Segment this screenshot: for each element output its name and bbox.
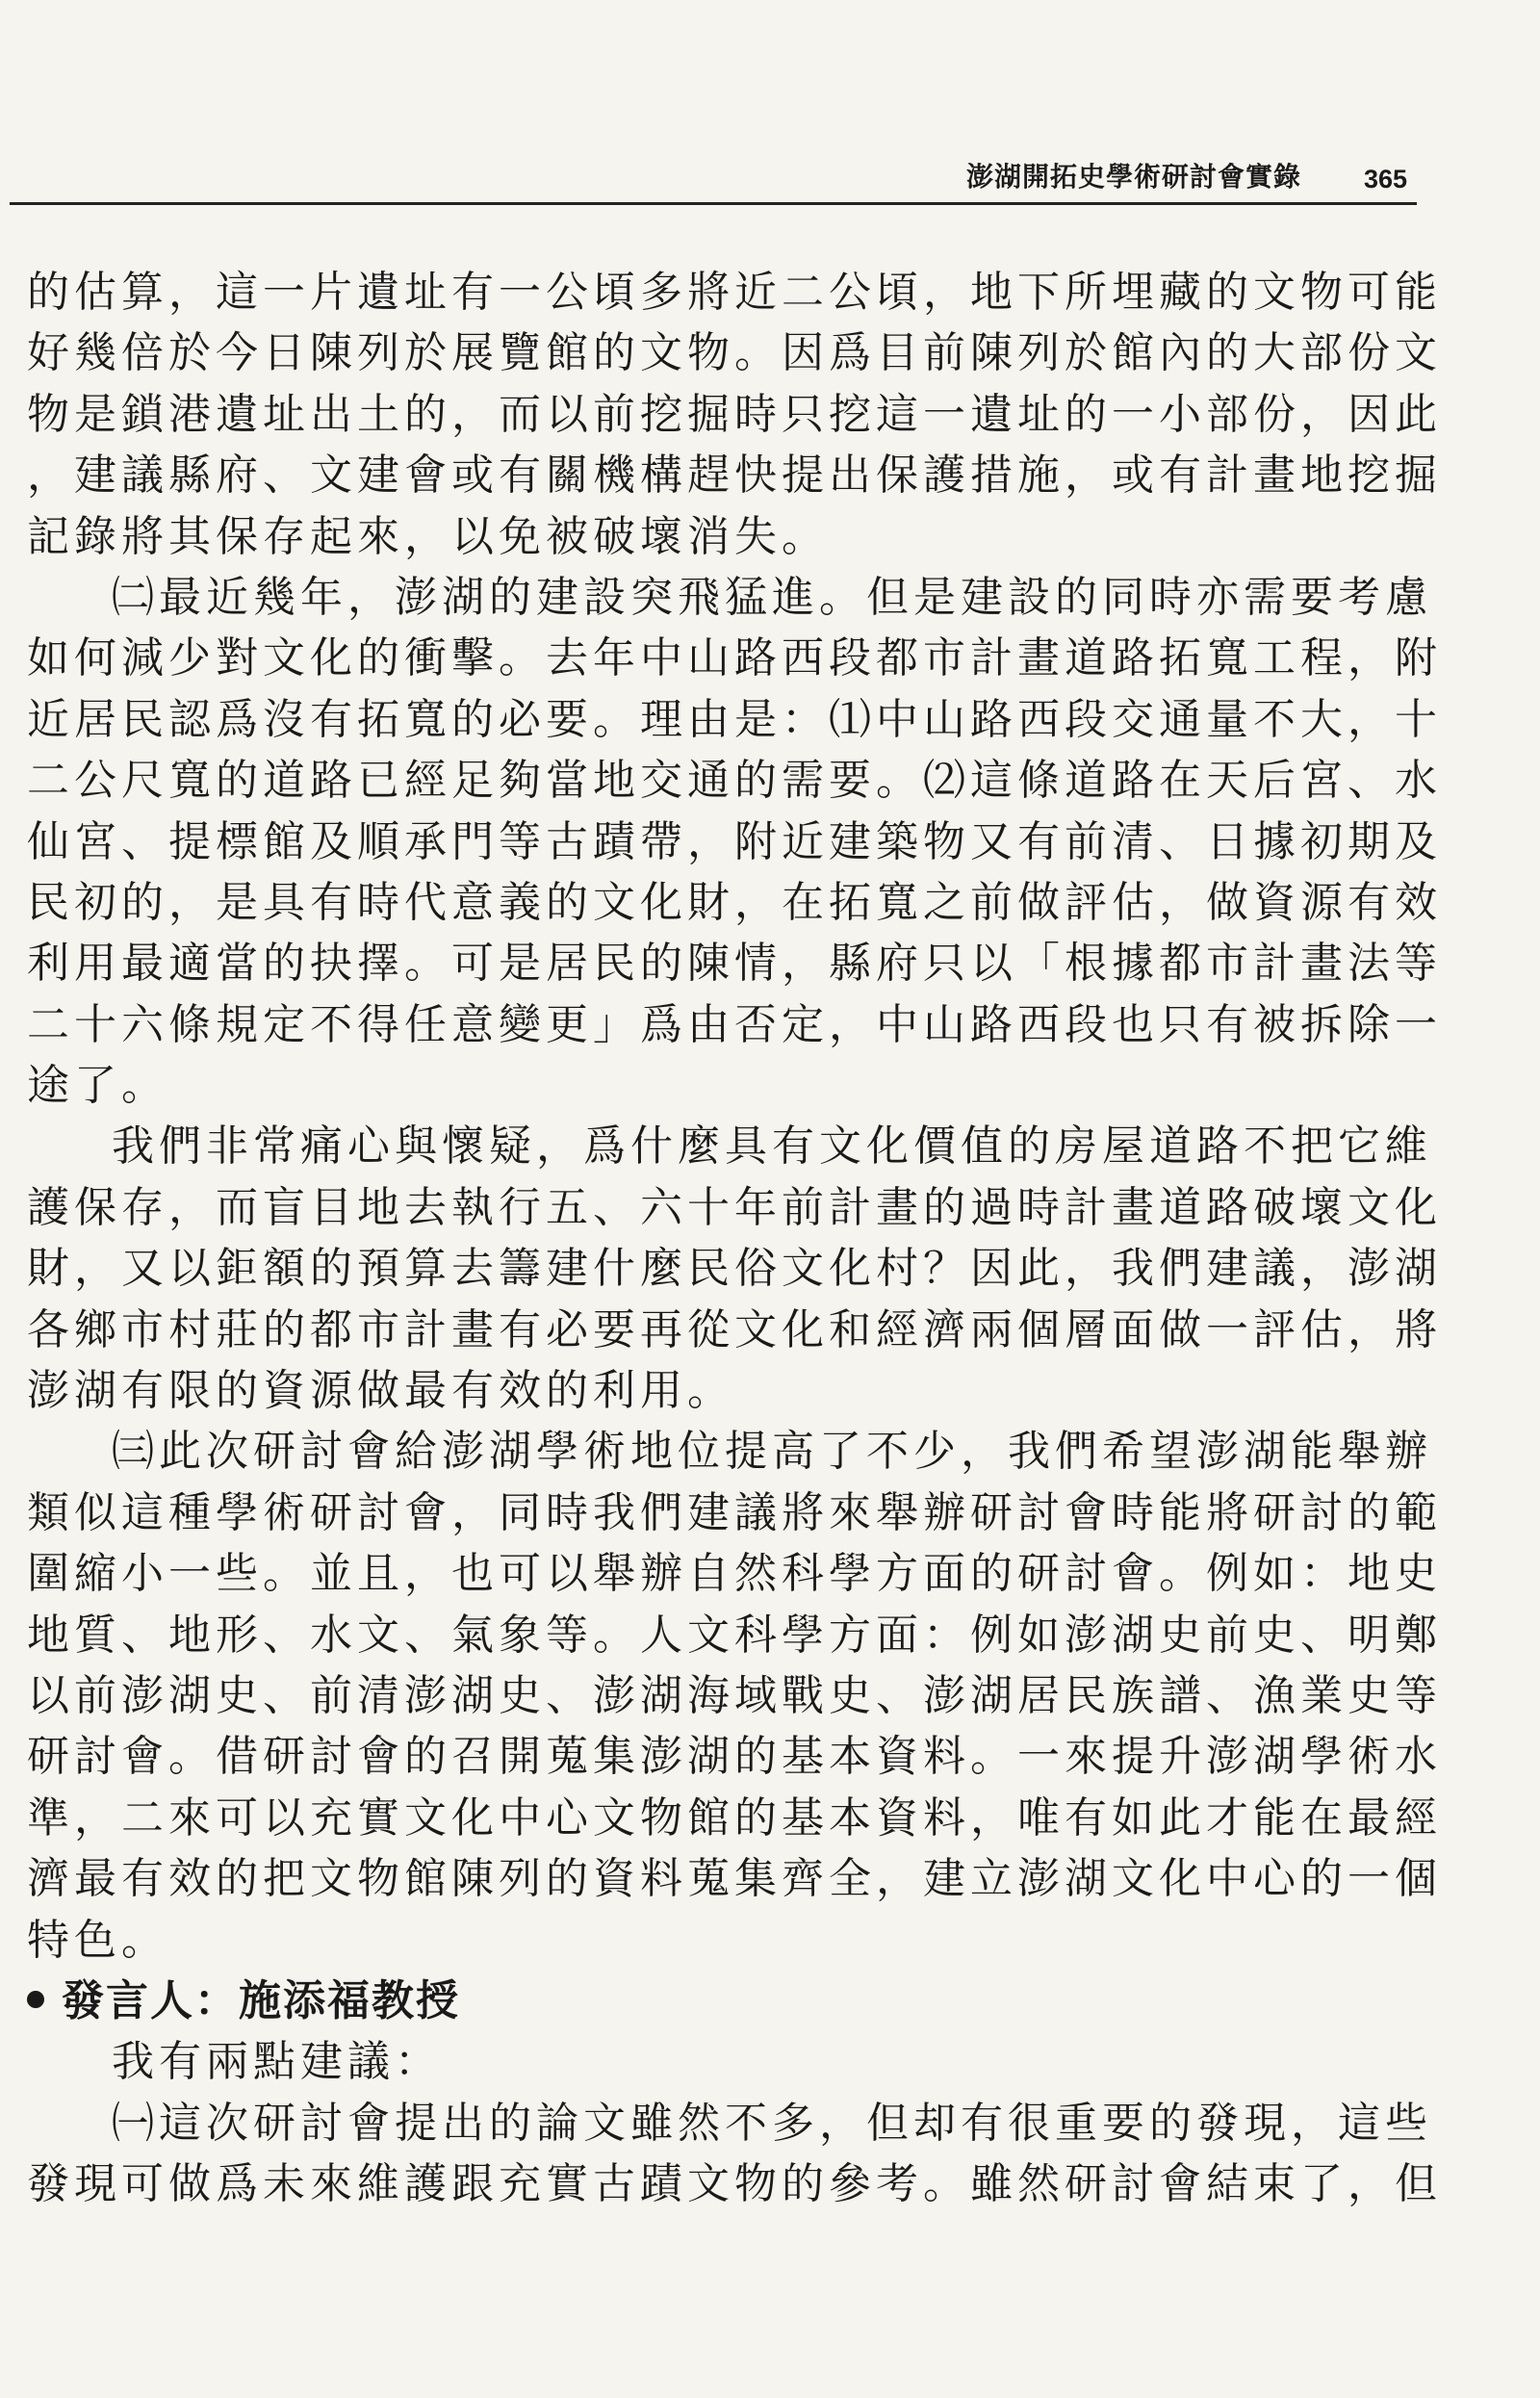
header-title: 澎湖開拓史學術研討會實錄: [965, 161, 1301, 193]
text-line: 各鄉市村莊的都市計畫有必要再從文化和經濟兩個層面做一評估，將: [27, 1304, 1442, 1354]
text-line: 護保存，而盲目地去執行五、六十年前計畫的過時計畫道路破壞文化: [27, 1182, 1442, 1232]
paragraph-start-line: ㈠這次研討會提出的論文雖然不多，但却有很重要的發現，這些: [112, 2098, 1432, 2148]
text-line: 澎湖有限的資源做最有效的利用。: [27, 1366, 734, 1416]
running-header: [10, 154, 1417, 205]
text-line: 財，又以鉅額的預算去籌建什麼民俗文化村？因此，我們建議，澎湖: [27, 1244, 1442, 1294]
text-line: 好幾倍於今日陳列於展覽館的文物。因爲目前陳列於館內的大部份文: [27, 328, 1442, 378]
page-number: 365: [1363, 165, 1407, 193]
paragraph-start-line: ㈡最近幾年，澎湖的建設突飛猛進。但是建設的同時亦需要考慮: [112, 572, 1432, 622]
text-line: ，建議縣府、文建會或有關機構趕快提出保護措施，或有計畫地挖掘: [27, 451, 1442, 501]
text-line: 地質、地形、水文、氣象等。人文科學方面：例如澎湖史前史、明鄭: [27, 1610, 1442, 1660]
text-line: 濟最有效的把文物館陳列的資料蒐集齊全，建立澎湖文化中心的一個: [27, 1854, 1442, 1904]
text-line: 物是鎖港遺址出土的，而以前挖掘時只挖這一遺址的一小部份，因此: [27, 389, 1442, 439]
text-line: 仙宮、提標館及順承門等古蹟帶，附近建築物又有前清、日據初期及: [27, 816, 1442, 866]
text-line: 如何減少對文化的衝擊。去年中山路西段都市計畫道路拓寬工程，附: [27, 633, 1442, 683]
text-line: 以前澎湖史、前清澎湖史、澎湖海域戰史、澎湖居民族譜、漁業史等: [27, 1670, 1442, 1720]
bullet-icon: [27, 1991, 44, 2008]
text-line: 二十六條規定不得任意變更」爲由否定，中山路西段也只有被拆除一: [27, 999, 1442, 1049]
text-line: 的估算，這一片遺址有一公頃多將近二公頃，地下所埋藏的文物可能: [27, 268, 1442, 317]
text-line: 近居民認爲沒有拓寬的必要。理由是：⑴中山路西段交通量不大，十: [27, 694, 1442, 744]
paragraph-start-line: 我有兩點建議：: [112, 2037, 442, 2087]
text-line: 特色。: [27, 1915, 168, 1965]
text-line: 研討會。借研討會的召開蒐集澎湖的基本資料。一來提升澎湖學術水: [27, 1732, 1442, 1782]
text-line: 發現可做爲未來維護跟充實古蹟文物的參考。雖然研討會結束了，但: [27, 2159, 1442, 2209]
text-line: 類似這種學術研討會，同時我們建議將來舉辦研討會時能將研討的範: [27, 1487, 1442, 1537]
text-line: 圍縮小一些。並且，也可以舉辦自然科學方面的研討會。例如：地史: [27, 1549, 1442, 1599]
text-line: 途了。: [27, 1061, 168, 1111]
text-line: 民初的，是具有時代意義的文化財，在拓寬之前做評估，做資源有效: [27, 877, 1442, 927]
text-line: 準，二來可以充實文化中心文物館的基本資料，唯有如此才能在最經: [27, 1792, 1442, 1843]
body-text: [27, 262, 1442, 2215]
paragraph-start-line: ㈢此次研討會給澎湖學術地位提高了不少，我們希望澎湖能舉辦: [112, 1427, 1432, 1477]
paragraph-start-line: 我們非常痛心與懷疑，爲什麼具有文化價值的房屋道路不把它維: [112, 1122, 1432, 1172]
speaker-heading: [27, 1971, 1394, 2031]
text-line: 二公尺寬的道路已經足夠當地交通的需要。⑵這條道路在天后宮、水: [27, 756, 1442, 806]
speaker-name: 發言人：施添福教授: [62, 1975, 460, 2025]
text-line: 利用最適當的抉擇。可是居民的陳情，縣府只以「根據都市計畫法等: [27, 939, 1442, 989]
text-line: 記錄將其保存起來，以免被破壞消失。: [27, 511, 829, 561]
